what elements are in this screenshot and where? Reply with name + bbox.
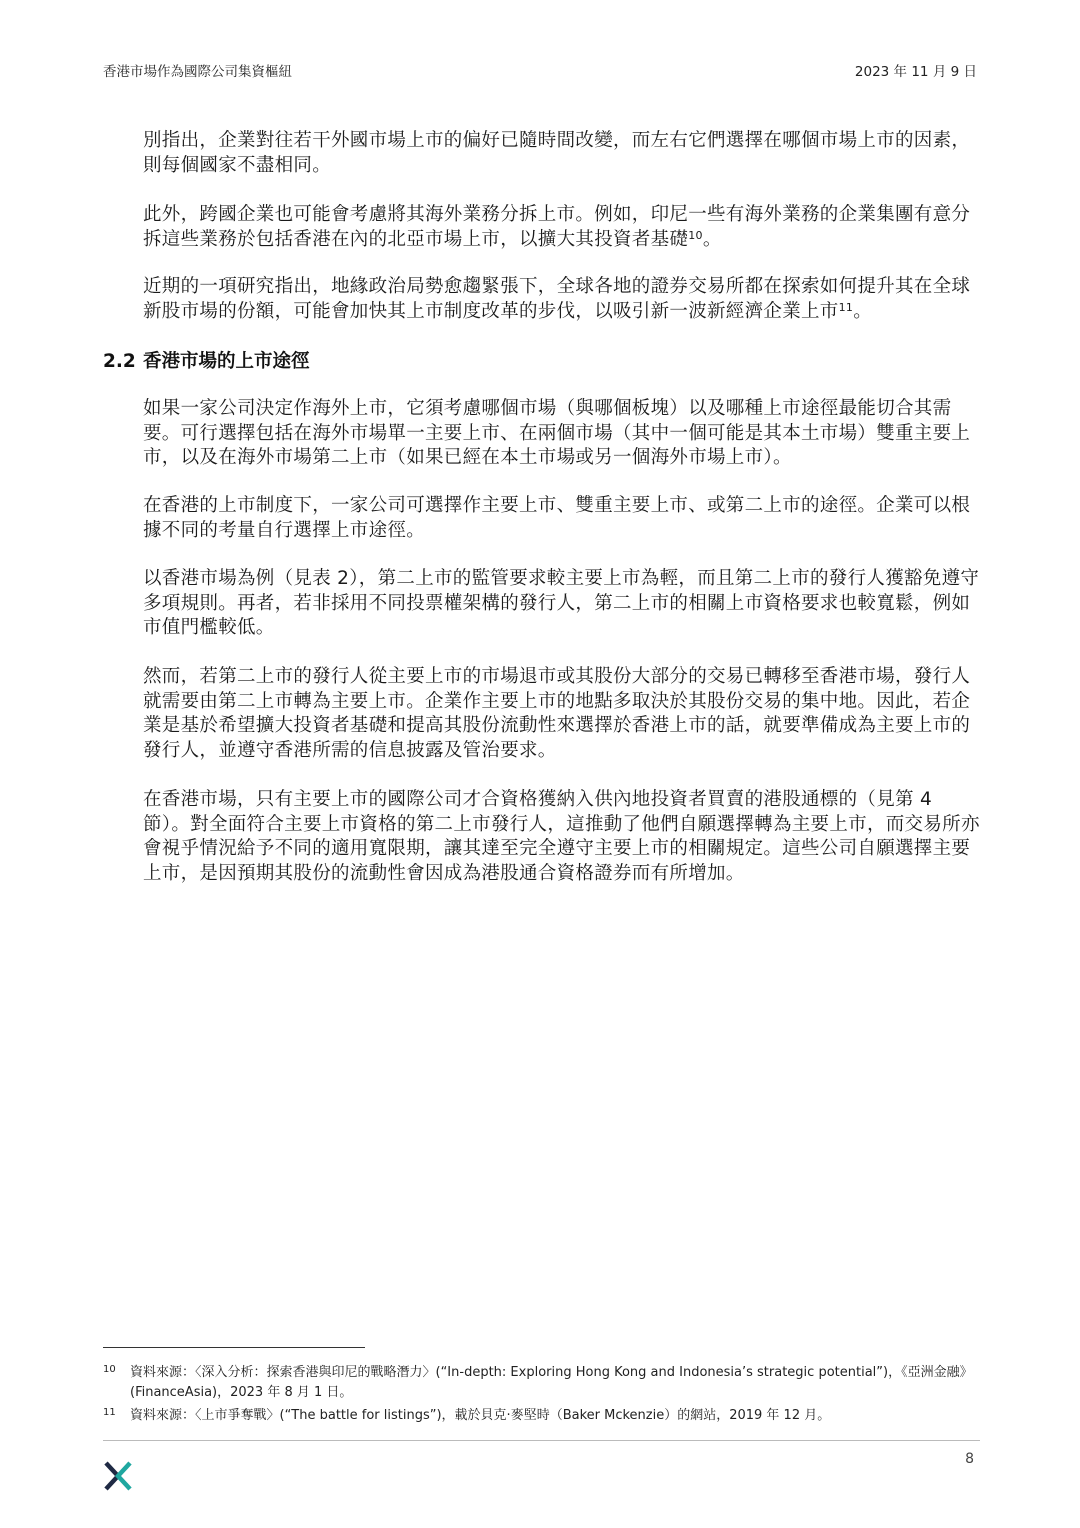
footnote-text: 資料來源：〈上市爭奪戰〉(“The battle for listings”)，載於貝克·麥堅時（Baker Mckenzie）的網站，2019 年 12 月。 xyxy=(130,1408,831,1423)
paragraph-section-2 xyxy=(143,494,981,543)
page-number: 8 xyxy=(965,1451,974,1467)
section-number: 2.2 xyxy=(103,351,136,372)
footer-divider xyxy=(103,1440,980,1441)
footnote-number: 10 xyxy=(103,1364,116,1375)
footnote-text: 資料來源：〈深入分析：探索香港與印尼的戰略潛力〉(“In-depth: Exploring Hong Kong and Indonesia’s strategic potential”)，《亞洲金融》(FinanceAsia)，2023 年 8 月 1 日。 xyxy=(130,1365,973,1400)
paragraph-intro-1 xyxy=(143,129,981,178)
paragraph-text: 此外，跨國企業也可能會考慮將其海外業務分拆上市。例如，印尼一些有海外業務的企業集團有意分拆這些業務於包括香港在內的北亞市場上市，以擴大其投資者基礎 xyxy=(143,204,971,250)
paragraph-text: 別指出，企業對往若干外國市場上市的偏好已隨時間改變，而左右它們選擇在哪個市場上市的因素，則每個國家不盡相同。 xyxy=(143,130,971,176)
header-doc-title: 香港市場作為國際公司集資樞紐 xyxy=(103,64,292,80)
footnote-10 xyxy=(103,1363,983,1403)
hkex-logo-icon xyxy=(104,1461,132,1491)
section-heading xyxy=(103,347,310,373)
paragraph-text: 以香港市場為例（見表 2），第二上市的監管要求較主要上市為輕，而且第二上市的發行人獲豁免遵守多項規則。再者，若非採用不同投票權架構的發行人，第二上市的相關上市資格要求也較寬鬆，例如市值門檻較低。 xyxy=(143,568,980,638)
section-title: 香港市場的上市途徑 xyxy=(143,351,310,372)
paragraph-text: 然而，若第二上市的發行人從主要上市的市場退市或其股份大部分的交易已轉移至香港市場，發行人就需要由第二上市轉為主要上市。企業作主要上市的地點多取決於其股份交易的集中地。因此，若企業是基於希望擴大投資者基礎和提高其股份流動性來選擇於香港上市的話，就要準備成為主要上市的發行人，並遵守香港所需的信息披露及管治要求。 xyxy=(143,666,971,761)
paragraph-text: 在香港市場，只有主要上市的國際公司才合資格獲納入供內地投資者買賣的港股通標的（見第 4 節）。對全面符合主要上市資格的第二上市發行人，這推動了他們自願選擇轉為主要上市，而交易所亦會視乎情況給予不同的適用寬限期，讓其達至完全遵守主要上市的相關規定。這些公司自願選擇主要上市，是因預期其股份的流動性會因成為港股通合資格證券而有所增加。 xyxy=(143,789,980,884)
paragraph-section-3 xyxy=(143,567,981,641)
paragraph-text: 在香港的上市制度下，一家公司可選擇作主要上市、雙重主要上市、或第二上市的途徑。企業可以根據不同的考量自行選擇上市途徑。 xyxy=(143,495,971,541)
header-date: 2023 年 11 月 9 日 xyxy=(854,64,977,80)
footnote-divider xyxy=(103,1347,365,1348)
paragraph-section-5 xyxy=(143,788,981,886)
paragraph-text: 近期的一項研究指出，地緣政治局勢愈趨緊張下，全球各地的證券交易所都在探索如何提升其在全球新股市場的份額，可能會加快其上市制度改革的步伐，以吸引新一波新經濟企業上市 xyxy=(143,276,971,322)
footnote-11 xyxy=(103,1406,983,1426)
footnote-ref-10[interactable]: 10 xyxy=(688,228,703,242)
paragraph-section-4 xyxy=(143,665,981,763)
footnote-number: 11 xyxy=(103,1407,116,1418)
paragraph-intro-2 xyxy=(143,203,981,252)
paragraph-text: 如果一家公司決定作海外上市，它須考慮哪個市場（與哪個板塊）以及哪種上市途徑最能切合其需要。可行選擇包括在海外市場單一主要上市、在兩個市場（其中一個可能是其本土市場）雙重主要上市，以及在海外市場第二上市（如果已經在本土市場或另一個海外市場上市）。 xyxy=(143,398,971,468)
paragraph-tail: 。 xyxy=(853,300,873,322)
paragraph-tail: 。 xyxy=(702,228,722,250)
paragraph-section-1 xyxy=(143,397,981,471)
footnote-ref-11[interactable]: 11 xyxy=(838,300,854,314)
paragraph-intro-3 xyxy=(143,275,981,324)
